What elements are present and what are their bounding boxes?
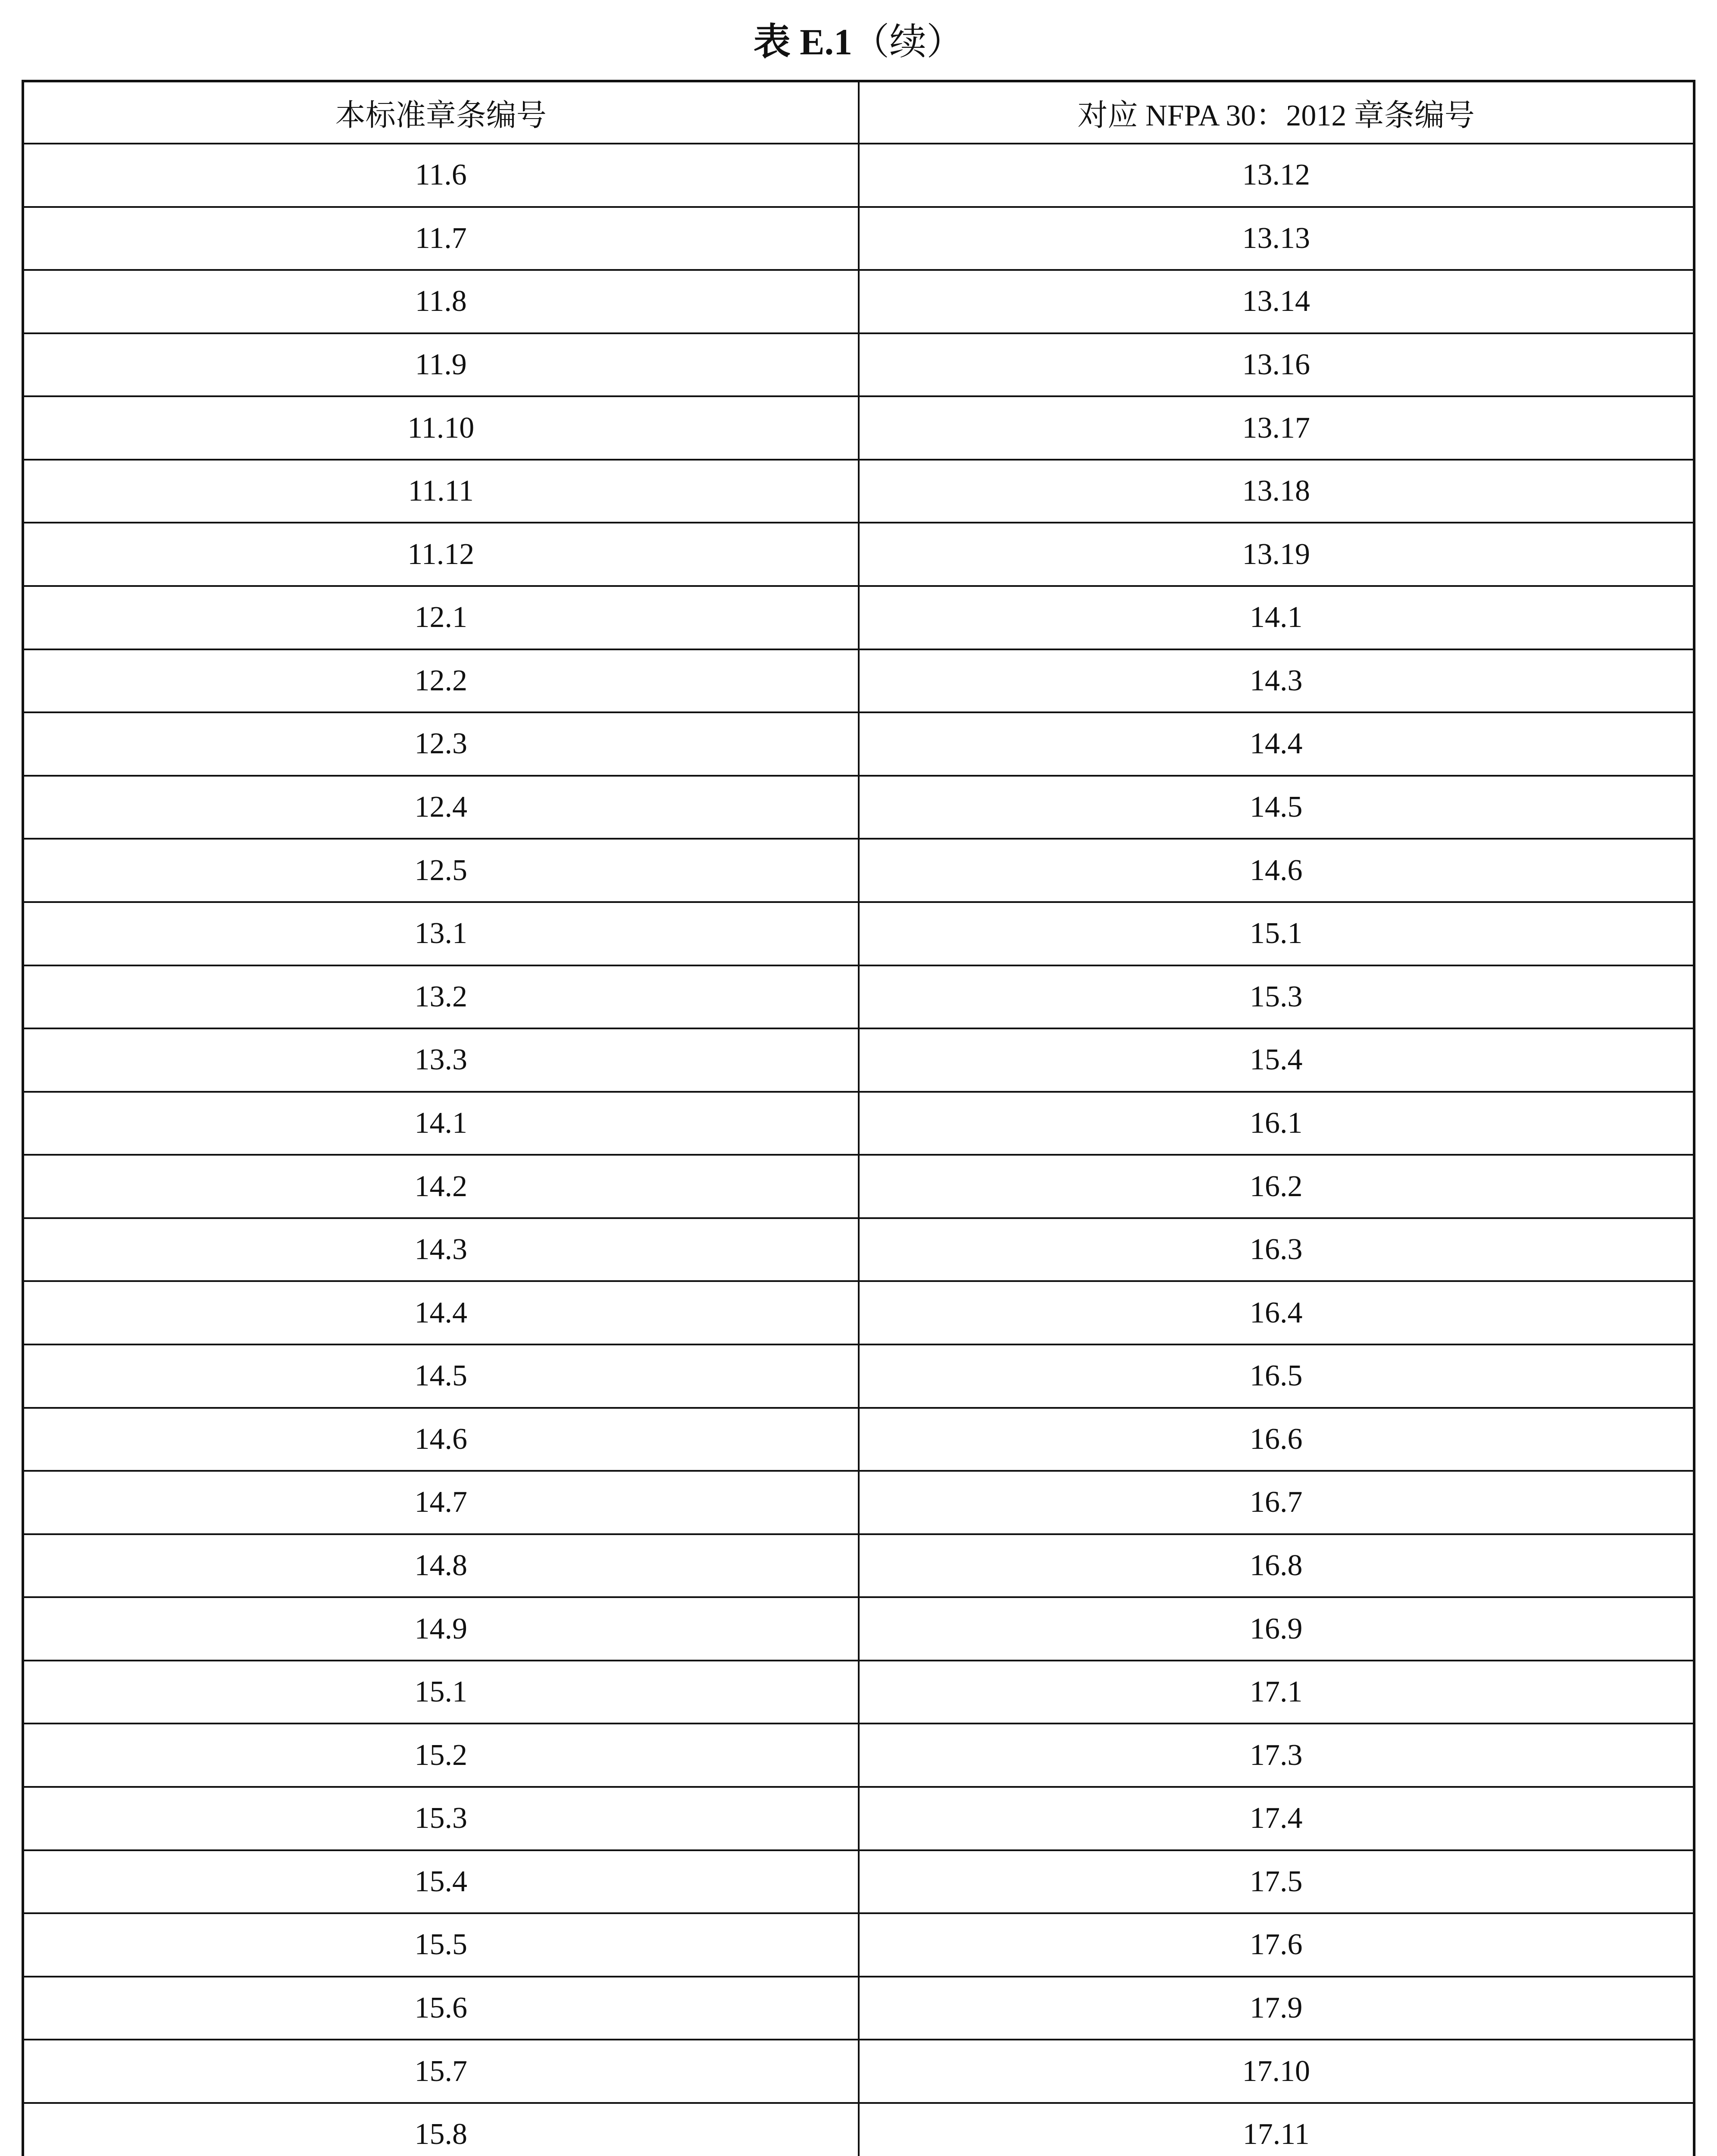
table-row	[23, 965, 1694, 1029]
nfpa-clause-cell: 17.1	[859, 1661, 1695, 1724]
nfpa-clause-cell: 16.9	[859, 1597, 1695, 1661]
standard-clause-cell: 15.5	[23, 1913, 859, 1977]
column-header-standard-clause: 本标准章条编号	[23, 81, 859, 144]
table-row	[23, 1344, 1694, 1408]
standard-clause-cell: 11.8	[23, 270, 859, 333]
standard-clause-cell: 11.10	[23, 396, 859, 460]
nfpa-clause-cell: 16.2	[859, 1155, 1695, 1218]
table-row	[23, 1092, 1694, 1155]
table-row	[23, 1597, 1694, 1661]
nfpa-clause-cell: 17.4	[859, 1787, 1695, 1850]
standard-clause-cell: 12.4	[23, 776, 859, 839]
standard-clause-cell: 12.3	[23, 712, 859, 776]
standard-clause-cell: 15.6	[23, 1977, 859, 2040]
table-row	[23, 396, 1694, 460]
table-header-row	[23, 81, 1694, 144]
nfpa-clause-cell: 13.12	[859, 144, 1695, 207]
nfpa-clause-cell: 16.4	[859, 1281, 1695, 1344]
standard-clause-cell: 15.1	[23, 1661, 859, 1724]
table-row	[23, 776, 1694, 839]
clause-mapping-table	[22, 80, 1695, 2156]
nfpa-clause-cell: 17.3	[859, 1724, 1695, 1787]
nfpa-clause-cell: 16.8	[859, 1534, 1695, 1598]
table-row	[23, 1724, 1694, 1787]
standard-clause-cell: 14.4	[23, 1281, 859, 1344]
nfpa-clause-cell: 13.19	[859, 523, 1695, 586]
table-row	[23, 1534, 1694, 1598]
standard-clause-cell: 15.7	[23, 2040, 859, 2103]
nfpa-clause-cell: 14.1	[859, 586, 1695, 649]
table-row	[23, 586, 1694, 649]
standard-clause-cell: 12.2	[23, 649, 859, 713]
table-row	[23, 1028, 1694, 1092]
nfpa-clause-cell: 15.4	[859, 1028, 1695, 1092]
nfpa-clause-cell: 16.3	[859, 1218, 1695, 1282]
standard-clause-cell: 13.2	[23, 965, 859, 1029]
table-body	[23, 144, 1694, 2156]
table-row	[23, 2103, 1694, 2156]
nfpa-clause-cell: 13.18	[859, 460, 1695, 523]
table-row	[23, 1155, 1694, 1218]
caption-continued: （续）	[852, 21, 964, 63]
table-row	[23, 207, 1694, 270]
standard-clause-cell: 13.1	[23, 902, 859, 965]
standard-clause-cell: 14.6	[23, 1408, 859, 1471]
nfpa-clause-cell: 14.6	[859, 839, 1695, 902]
table-row	[23, 1661, 1694, 1724]
standard-clause-cell: 15.8	[23, 2103, 859, 2156]
caption-title: 表 E.1	[753, 21, 853, 63]
table-row	[23, 902, 1694, 965]
standard-clause-cell: 14.7	[23, 1471, 859, 1534]
column-header-nfpa-clause: 对应 NFPA 30：2012 章条编号	[859, 81, 1695, 144]
standard-clause-cell: 14.5	[23, 1344, 859, 1408]
nfpa-clause-cell: 16.6	[859, 1408, 1695, 1471]
nfpa-clause-cell: 16.1	[859, 1092, 1695, 1155]
table-row	[23, 1408, 1694, 1471]
standard-clause-cell: 11.11	[23, 460, 859, 523]
table-row	[23, 712, 1694, 776]
nfpa-clause-cell: 15.1	[859, 902, 1695, 965]
table-row	[23, 1850, 1694, 1914]
standard-clause-cell: 14.9	[23, 1597, 859, 1661]
table-row	[23, 1281, 1694, 1344]
standard-clause-cell: 11.12	[23, 523, 859, 586]
nfpa-clause-cell: 13.13	[859, 207, 1695, 270]
table-row	[23, 144, 1694, 207]
nfpa-clause-cell: 16.7	[859, 1471, 1695, 1534]
nfpa-clause-cell: 17.10	[859, 2040, 1695, 2103]
standard-clause-cell: 14.2	[23, 1155, 859, 1218]
standard-clause-cell: 11.7	[23, 207, 859, 270]
table-row	[23, 1787, 1694, 1850]
standard-clause-cell: 14.3	[23, 1218, 859, 1282]
nfpa-clause-cell: 13.16	[859, 333, 1695, 397]
standard-clause-cell: 15.3	[23, 1787, 859, 1850]
table-row	[23, 523, 1694, 586]
table-row	[23, 1977, 1694, 2040]
standard-clause-cell: 11.6	[23, 144, 859, 207]
table-row	[23, 1913, 1694, 1977]
table-caption	[0, 18, 1717, 66]
nfpa-clause-cell: 17.9	[859, 1977, 1695, 2040]
nfpa-clause-cell: 13.17	[859, 396, 1695, 460]
nfpa-clause-cell: 17.5	[859, 1850, 1695, 1914]
table-row	[23, 2040, 1694, 2103]
standard-clause-cell: 14.8	[23, 1534, 859, 1598]
nfpa-clause-cell: 17.6	[859, 1913, 1695, 1977]
table-row	[23, 839, 1694, 902]
nfpa-clause-cell: 15.3	[859, 965, 1695, 1029]
table-row	[23, 1218, 1694, 1282]
standard-clause-cell: 13.3	[23, 1028, 859, 1092]
nfpa-clause-cell: 14.4	[859, 712, 1695, 776]
nfpa-clause-cell: 16.5	[859, 1344, 1695, 1408]
standard-clause-cell: 12.5	[23, 839, 859, 902]
nfpa-clause-cell: 14.3	[859, 649, 1695, 713]
table-row	[23, 649, 1694, 713]
nfpa-clause-cell: 14.5	[859, 776, 1695, 839]
standard-clause-cell: 11.9	[23, 333, 859, 397]
table-row	[23, 460, 1694, 523]
nfpa-clause-cell: 13.14	[859, 270, 1695, 333]
nfpa-clause-cell: 17.11	[859, 2103, 1695, 2156]
standard-clause-cell: 15.4	[23, 1850, 859, 1914]
standard-clause-cell: 14.1	[23, 1092, 859, 1155]
standard-clause-cell: 12.1	[23, 586, 859, 649]
standard-clause-cell: 15.2	[23, 1724, 859, 1787]
table-row	[23, 1471, 1694, 1534]
table-row	[23, 333, 1694, 397]
table-row	[23, 270, 1694, 333]
